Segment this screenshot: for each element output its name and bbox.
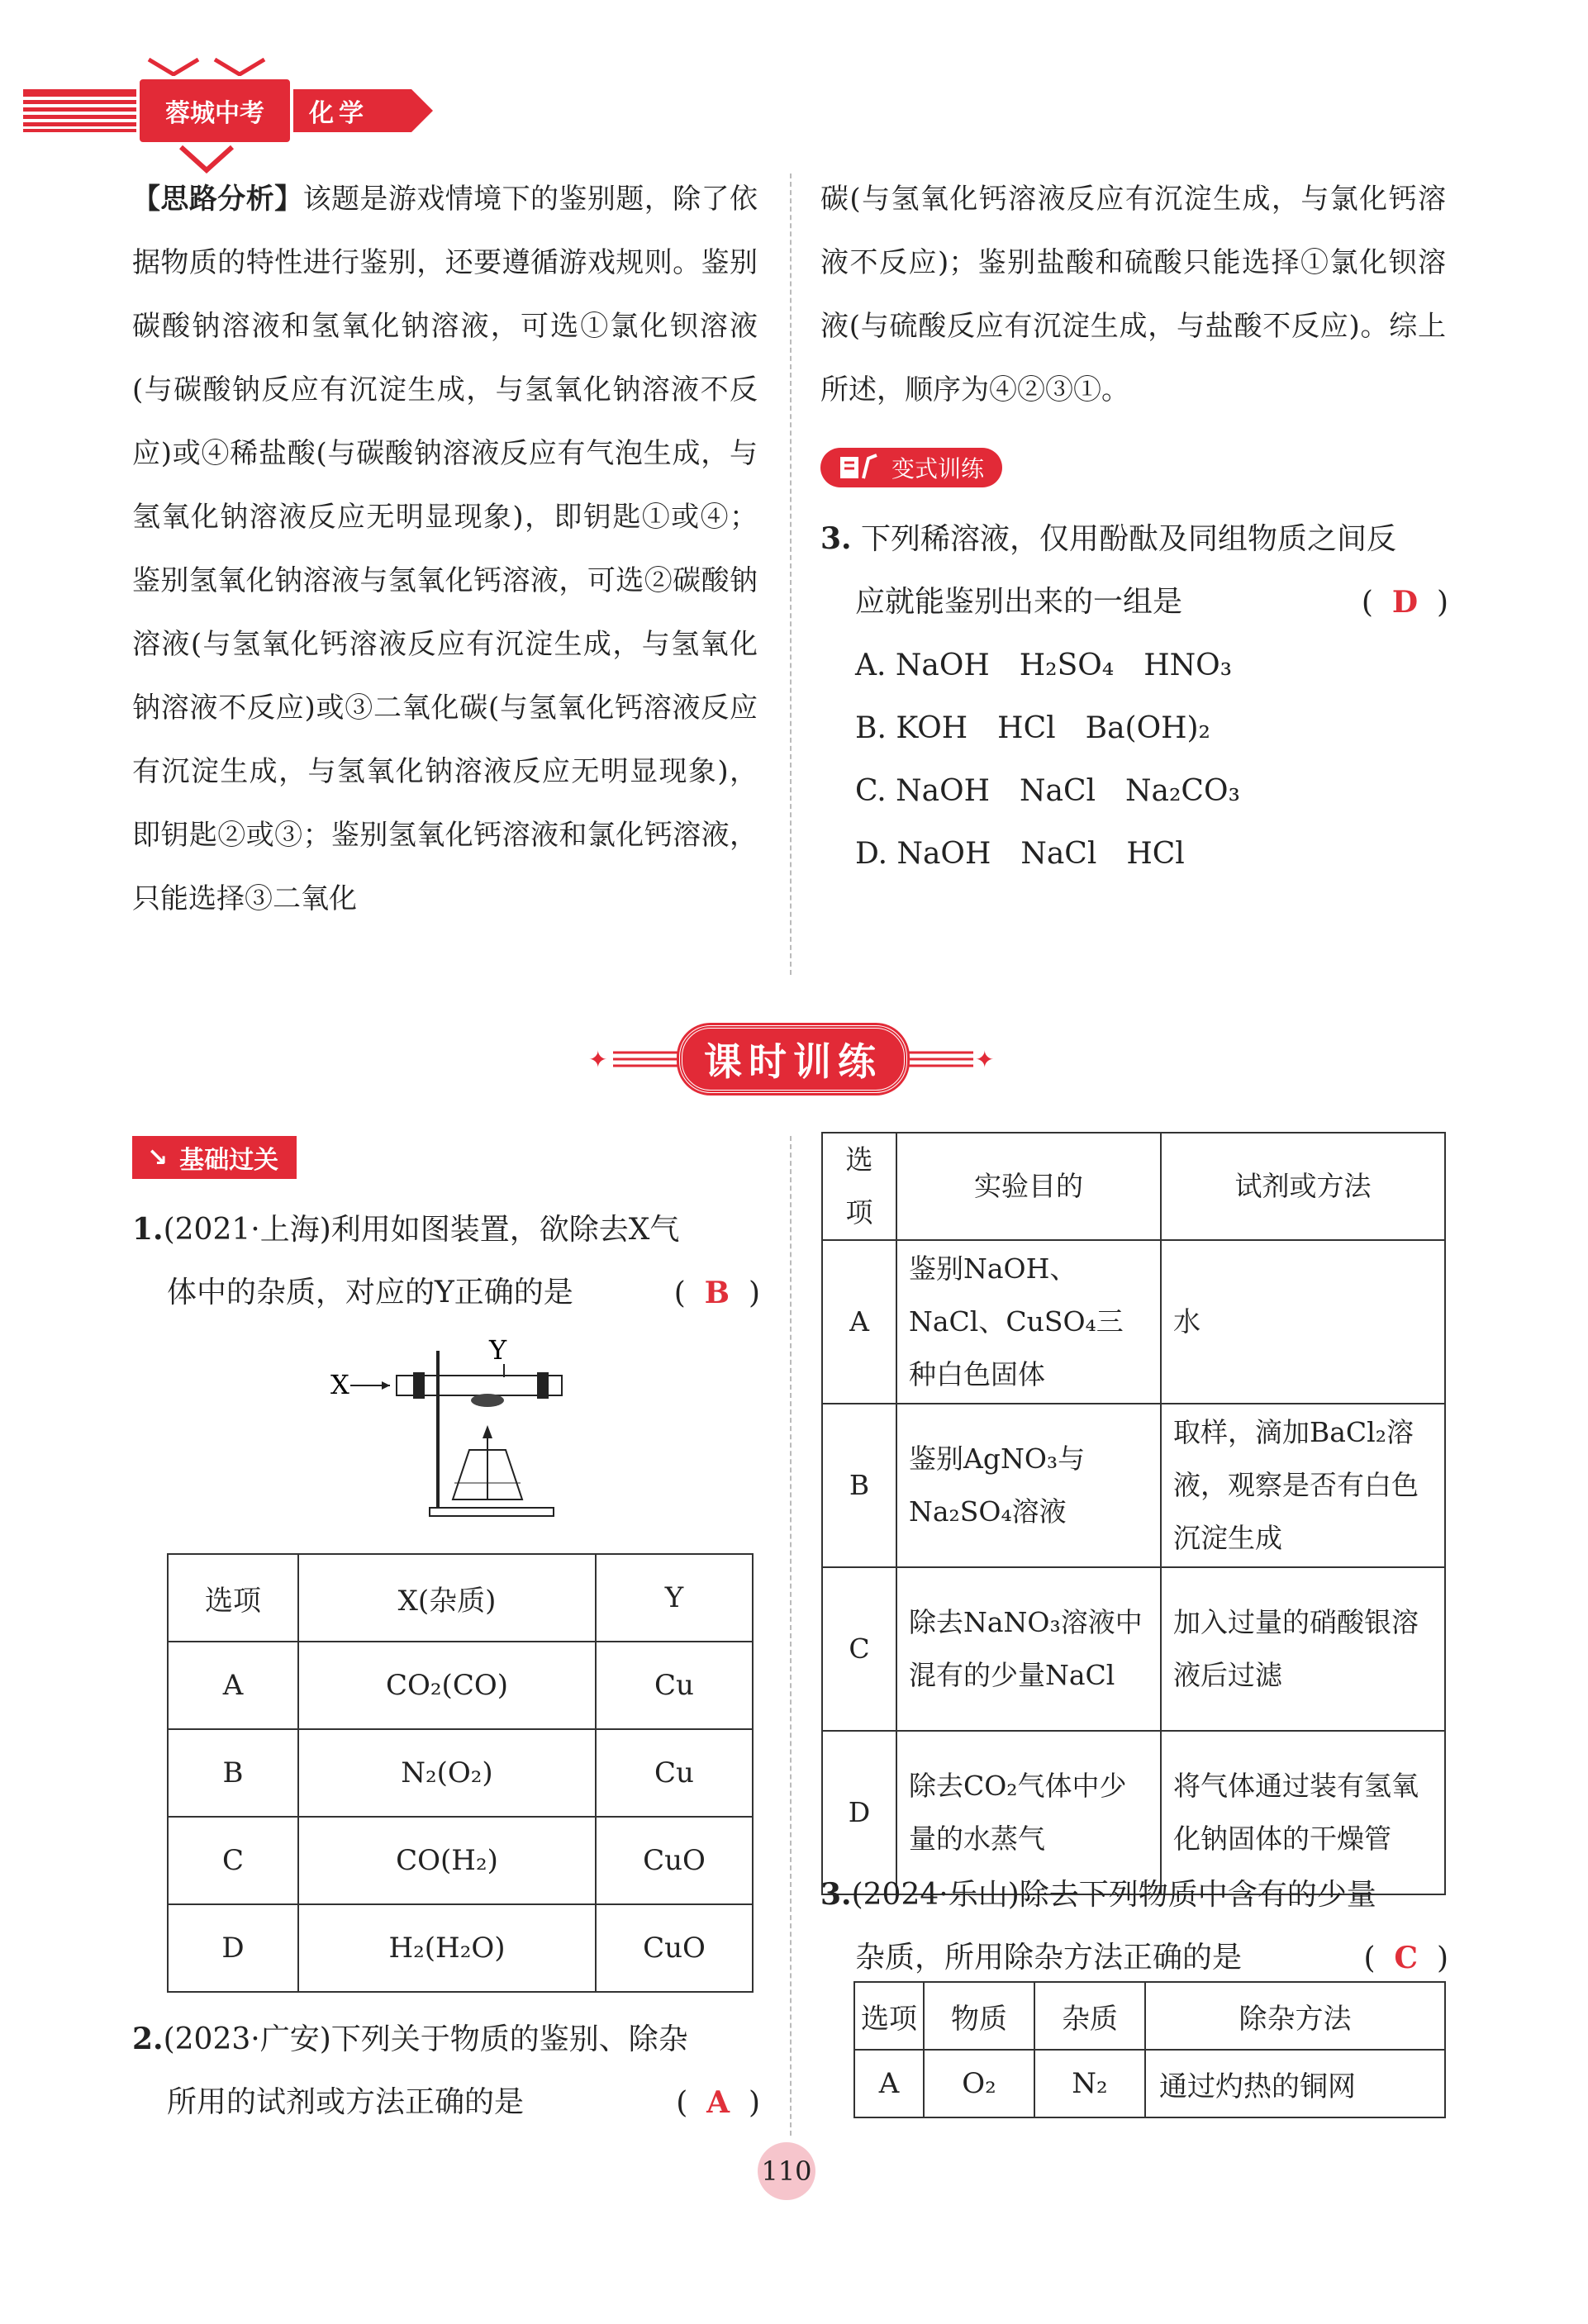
- lesson-training-banner: [578, 1026, 1008, 1092]
- table-header: X(杂质): [298, 1554, 596, 1642]
- table-header-row: [822, 1133, 1445, 1240]
- table-cell: A: [854, 2050, 924, 2117]
- table-header: 物质: [924, 1982, 1034, 2050]
- book-icon: [839, 454, 880, 482]
- table-header: 选项: [822, 1133, 896, 1240]
- column-divider-lower: [790, 1136, 792, 2136]
- table-header: 实验目的: [896, 1133, 1161, 1240]
- table-row: [168, 1729, 753, 1817]
- table-row: [822, 1240, 1445, 1404]
- question-2: 2.(2023·广安)下列关于物质的鉴别、除杂 所用的试剂或方法正确的是 ( A ): [132, 2008, 760, 2135]
- table-cell: N₂: [1034, 2050, 1145, 2117]
- apparatus-figure: [330, 1334, 570, 1524]
- question-stem-cont: 所用的试剂或方法正确的是: [167, 2085, 525, 2119]
- question-3: 3.(2024·乐山)除去下列物质中含有的少量 杂质，所用除杂方法正确的是 ( C ): [820, 1863, 1448, 1990]
- table-row: [822, 1404, 1445, 1567]
- question-number: 2.: [132, 2022, 164, 2056]
- figure-label-x: X: [330, 1369, 349, 1400]
- table-header: Y: [596, 1554, 753, 1642]
- variant-training-label: 变式训练: [891, 455, 985, 482]
- svg-text:✦: ✦: [588, 1046, 608, 1073]
- table-cell: A: [168, 1642, 298, 1729]
- table-header: 杂质: [1034, 1982, 1145, 2050]
- variant-training-pill: [820, 448, 1002, 487]
- table-cell: 通过灼热的铜网: [1145, 2050, 1445, 2117]
- table-cell: H₂(H₂O): [298, 1904, 596, 1992]
- banner-left-decoration-icon: [588, 1043, 679, 1076]
- answer-mark: C: [1394, 1941, 1419, 1975]
- table-header-row: [854, 1982, 1445, 2050]
- table-header: 选项: [168, 1554, 298, 1642]
- analysis-paragraph: [132, 168, 758, 931]
- table-cell: 水: [1161, 1240, 1445, 1404]
- table-row: [854, 2050, 1445, 2117]
- analysis-continuation: 碳(与氢氧化钙溶液反应有沉淀生成，与氯化钙溶液不反应)；鉴别盐酸和硫酸只能选择①氯化钡溶液(与硫酸反应有沉淀生成，与盐酸不反应)。综上所述，顺序为④②③①。: [820, 183, 1446, 406]
- question-number: 3.: [820, 521, 852, 556]
- question-number: 1.: [132, 1212, 164, 1247]
- answer-mark: D: [1391, 585, 1419, 620]
- arrow-down-right-icon: ↘: [147, 1143, 169, 1172]
- table-cell: D: [168, 1904, 298, 1992]
- question-stem: (2023·广安)下列关于物质的鉴别、除杂: [163, 2022, 688, 2056]
- banner-right-decoration-icon: [907, 1043, 998, 1076]
- question-1: 1.(2021·上海)利用如图装置，欲除去X气 体中的杂质，对应的Y正确的是 ( B ): [132, 1198, 760, 1325]
- table-cell: CuO: [596, 1904, 753, 1992]
- option-c: C. NaOH NaCl Na₂CO₃: [855, 774, 1240, 808]
- header-chevron-top-icon: [140, 58, 273, 76]
- table-cell: 加入过量的硝酸银溶液后过滤: [1161, 1567, 1445, 1731]
- table-cell: CO(H₂): [298, 1817, 596, 1904]
- table-cell: D: [822, 1731, 896, 1894]
- banner-title: 课时训练: [679, 1025, 907, 1093]
- q1-table: [167, 1553, 754, 1993]
- table-header: 除杂方法: [1145, 1982, 1445, 2050]
- table-row: [822, 1567, 1445, 1731]
- table-cell: N₂(O₂): [298, 1729, 596, 1817]
- table-row: [168, 1817, 753, 1904]
- option-a: A. NaOH H₂SO₄ HNO₃: [855, 649, 1233, 682]
- option-b: B. KOH HCl Ba(OH)₂: [855, 711, 1210, 745]
- table-row: [168, 1904, 753, 1992]
- brand-logo: 蓉城中考: [136, 76, 293, 145]
- question-stem-cont: 应就能鉴别出来的一组是: [855, 585, 1183, 619]
- table-header-row: [168, 1554, 753, 1642]
- table-header: 试剂或方法: [1161, 1133, 1445, 1240]
- table-cell: 取样，滴加BaCl₂溶液，观察是否有白色沉淀生成: [1161, 1404, 1445, 1567]
- table-cell: CO₂(CO): [298, 1642, 596, 1729]
- question-stem: 下列稀溶液，仅用酚酞及同组物质之间反: [861, 522, 1397, 556]
- table-header: 选项: [854, 1982, 924, 2050]
- q3-table: [853, 1981, 1446, 2118]
- svg-text:✦: ✦: [975, 1046, 995, 1073]
- table-cell: O₂: [924, 2050, 1034, 2117]
- table-cell: 鉴别AgNO₃与Na₂SO₄溶液: [896, 1404, 1161, 1567]
- question-stem-cont: 杂质，所用除杂方法正确的是: [855, 1941, 1243, 1975]
- table-cell: 除去CO₂气体中少量的水蒸气: [896, 1731, 1161, 1894]
- question-stem-cont: 体中的杂质，对应的Y正确的是: [167, 1276, 573, 1309]
- section-tag-label: 基础过关: [179, 1146, 279, 1175]
- question-stem: (2024·乐山)除去下列物质中含有的少量: [851, 1878, 1376, 1912]
- variant-question-3: 3. 下列稀溶液，仅用酚酞及同组物质之间反 应就能鉴别出来的一组是 ( D ) A. NaOH H₂SO₄ HNO₃ B. KOH HCl Ba(OH)₂ C. NaOH NaCl Na₂CO₃ D. NaOH NaCl HCl: [820, 507, 1448, 886]
- table-cell: B: [168, 1729, 298, 1817]
- table-cell: A: [822, 1240, 896, 1404]
- answer-mark: A: [706, 2085, 730, 2120]
- answer-mark: B: [704, 1276, 730, 1310]
- option-d: D. NaOH NaCl HCl: [855, 837, 1185, 871]
- table-cell: CuO: [596, 1817, 753, 1904]
- question-stem: (2021·上海)利用如图装置，欲除去X气: [163, 1213, 680, 1247]
- table-cell: C: [168, 1817, 298, 1904]
- table-cell: B: [822, 1404, 896, 1567]
- header-arrow-shape: [411, 89, 433, 132]
- column-divider: [790, 173, 792, 975]
- question-number: 3.: [820, 1877, 852, 1912]
- table-cell: 将气体通过装有氢氧化钠固体的干燥管: [1161, 1731, 1445, 1894]
- page-number: 110: [758, 2142, 815, 2200]
- table-cell: C: [822, 1567, 896, 1731]
- q2-table: [821, 1132, 1446, 1895]
- table-cell: 鉴别NaOH、NaCl、CuSO₄三种白色固体: [896, 1240, 1161, 1404]
- subject-label: 化学: [309, 99, 368, 128]
- table-cell: Cu: [596, 1729, 753, 1817]
- section-tag: [132, 1136, 297, 1179]
- figure-label-y: Y: [489, 1334, 507, 1366]
- table-row: [168, 1642, 753, 1729]
- analysis-label: 【思路分析】: [132, 183, 303, 216]
- table-cell: Cu: [596, 1642, 753, 1729]
- analysis-text: 该题是游戏情境下的鉴别题，除了依据物质的特性进行鉴别，还要遵循游戏规则。鉴别碳酸钠溶液和氢氧化钠溶液，可选①氯化钡溶液(与碳酸钠反应有沉淀生成，与氢氧化钠溶液不反应)或④稀盐酸(与碳酸钠溶液反应有气泡生成，与氢氧化钠溶液反应无明显现象)，即钥匙①或④；鉴别氢氧化钠溶液与氢氧化钙溶液，可选②碳酸钠溶液(与氢氧化钙溶液反应有沉淀生成，与氢氧化钠溶液不反应)或③二氧化碳(与氢氧化钙溶液反应有沉淀生成，与氢氧化钠溶液反应无明显现象)，即钥匙②或③；鉴别氢氧化钙溶液和氯化钙溶液，只能选择③二氧化: [132, 183, 758, 915]
- table-cell: 除去NaNO₃溶液中混有的少量NaCl: [896, 1567, 1161, 1731]
